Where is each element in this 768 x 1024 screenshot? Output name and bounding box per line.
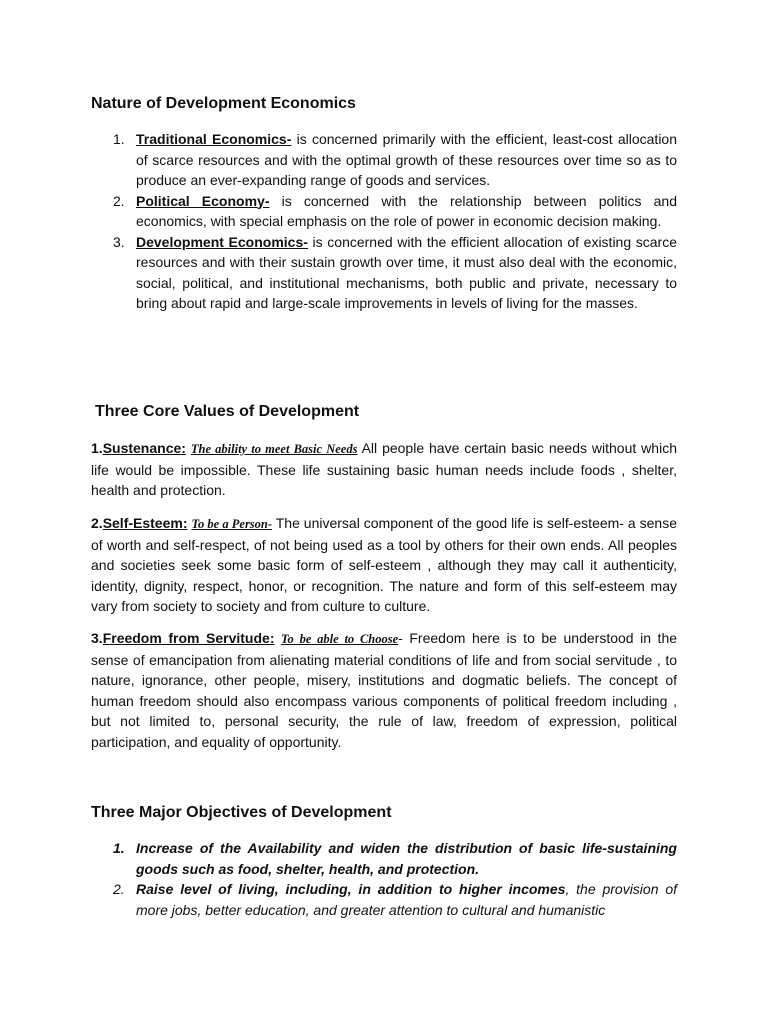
core-value-self-esteem: 2.Self-Esteem: To be a Person- The universal component of the good life is self-esteem- a sense of worth and self-respect, of not being used as a tool by others for their own ends. All peoples and societies seek some basic form of self-esteem , although they may call it authenticity, identity, dignity, respect, honor, or recognition. The nature and form of this self-esteem may vary from society to society and from culture to culture.: [91, 515, 677, 614]
list-item: 3. Development Economics- is concerned with the efficient allocation of existing scarce resources and with their sustain growth over time, it must also deal with the economic, social, political, and institutional mechanisms, both public and private, necessary to bring about rapid and large-scale improvements in levels of living for the masses.: [113, 233, 677, 311]
nature-list: [91, 129, 677, 314]
list-item: 2. Political Economy- is concerned with the relationship between politics and economics, with special emphasis on the role of power in economic decision making.: [113, 192, 677, 229]
term-political-economy: Political Economy-: [136, 192, 270, 209]
term-development-economics: Development Economics-: [136, 233, 308, 250]
section-title-objectives: Three Major Objectives of Development: [91, 804, 392, 821]
list-item: 1. Increase of the Availability and widen the distribution of basic life-sustaining goods such as food, shelter, health, and protection.: [113, 840, 677, 877]
core-value-freedom: 3.Freedom from Servitude: To be able to Choose- Freedom here is to be understood in the sense of emancipation from alienating material conditions of life and from social servitude , to nature, ignorance, other people, misery, institutions and dogmatic beliefs. The concept of human freedom should also encompass various components of political freedom including , but not limited to, personal security, the rule of law, freedom of expression, political participation, and equality of opportunity.: [91, 630, 678, 750]
term-traditional-economics: Traditional Economics-: [136, 131, 292, 147]
list-item: 1. Traditional Economics- is concerned primarily with the efficient, least-cost allocation of scarce resources and with the optimal growth of these resources over time so as to produce an ever-expanding range of goods and services.: [113, 131, 677, 188]
section-title-nature: Nature of Development Economics: [91, 95, 356, 112]
section-title-core-values: Three Core Values of Development: [95, 403, 360, 420]
list-item: 2. Raise level of living, including, in addition to higher incomes, the provision of more jobs, better education, and greater attention to cultural and humanistic: [113, 881, 677, 918]
core-value-sustenance: 1.Sustenance: The ability to meet Basic Needs All people have certain basic needs without which life would be impossible. These life sustaining basic human needs include foods , shelter, health and protection.: [91, 440, 677, 498]
objectives-list: [91, 838, 677, 920]
